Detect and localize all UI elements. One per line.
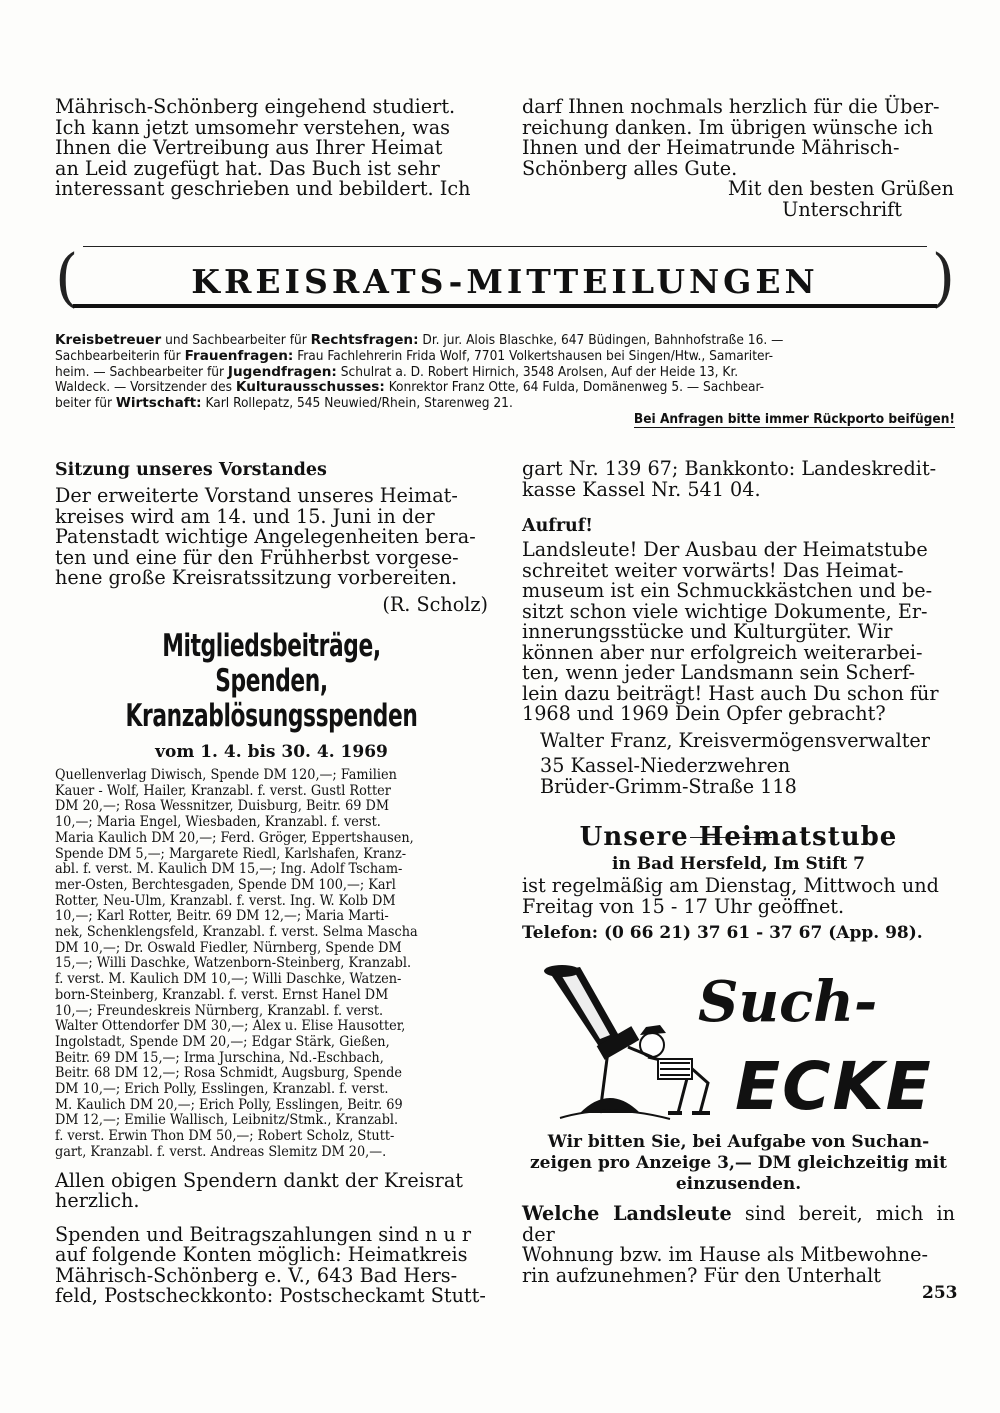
signer-block [522, 728, 955, 798]
label: Frauenfragen: [184, 347, 294, 364]
text: Schulrat a. D. Robert Hirnich, 3548 Arolsen, Auf der Heide 13, Kr. [336, 363, 739, 380]
text-line: einzusenden. [675, 1174, 802, 1194]
telefon-value: (0 66 21) 37 61 - 37 67 (App. 98). [598, 923, 923, 943]
letter-closing: Mit den besten Grüßen [727, 177, 954, 200]
left-column [55, 460, 488, 1307]
text-line: Ihnen und der Heimatrunde Mährisch- [522, 136, 900, 159]
aufruf-body [522, 540, 955, 725]
text-line: feld, Postscheckkonto: Postscheckamt Stutt- [55, 1284, 486, 1308]
text: Konrektor Franz Otte, 64 Fulda, Domänenweg 5. — Sachbear- [384, 379, 765, 396]
text-line: DM 10,—; Erich Polly, Esslingen, Kranzabl. f. verst. [55, 1081, 389, 1098]
konten-paragraph [55, 1222, 488, 1308]
text-line: Ihnen die Vertreibung aus Ihrer Heimat [55, 136, 443, 159]
sitzung-body [55, 486, 488, 615]
text-line: rin aufzunehmen? Für den Unterhalt [522, 1263, 881, 1287]
text-line: Mährisch-Schönberg e. V., 643 Bad Hers- [55, 1263, 458, 1287]
sitzung-author: (R. Scholz) [382, 592, 488, 616]
text-line: nek, Schenklengsfeld, Kranzabl. f. verst. Selma Mascha [55, 924, 418, 941]
text-line: abl. f. verst. M. Kaulich DM 15,—; Ing. Adolf Tscham- [55, 861, 403, 878]
text-line: Wir bitten Sie, bei Aufgabe von Suchan- [547, 1132, 930, 1152]
rueckporto-note: Bei Anfragen bitte immer Rückporto beifügen! [633, 410, 955, 427]
text: heim. — Sachbearbeiter für [55, 363, 228, 380]
banner-bottom-rule [73, 304, 937, 308]
text: Sachbearbeiterin für [55, 347, 185, 364]
text-line: Freitag von 15 - 17 Uhr geöffnet. [522, 894, 845, 918]
such-request [522, 1204, 955, 1286]
page-number: 253 [922, 1283, 958, 1303]
text-line: Mährisch-Schönberg eingehend studiert. [55, 95, 456, 118]
heimatstube-subtitle: in Bad Hersfeld, Im Stift 7 [612, 854, 865, 874]
text-line: 15,—; Willi Daschke, Watzenborn-Steinberg, Kranzabl. [55, 955, 412, 972]
text-line: Schönberg alles Gute. [522, 156, 738, 180]
text-line: mer-Osten, Berchtesgaden, Spende DM 100,—; Karl [55, 876, 396, 893]
text-line: M. Kaulich DM 20,—; Erich Polly, Esslingen, Beitr. 69 [55, 1096, 403, 1113]
text-line: Beitr. 68 DM 12,—; Rosa Schmidt, Augsburg, Spende [55, 1065, 403, 1082]
text-line: schreitet weiter vorwärts! Das Heimat- [522, 558, 904, 582]
text: und Sachbearbeiter für [161, 332, 311, 348]
label: Kulturausschusses: [235, 379, 385, 396]
notice-line [55, 333, 955, 349]
text-line: Allen obigen Spendern dankt der Kreisrat [55, 1168, 464, 1192]
such-ecke-illustration [540, 963, 945, 1125]
text-line: ten, wenn jeder Landsmann sein Scherf- [522, 661, 916, 684]
text-line: Kauer - Wolf, Hailer, Kranzabl. f. verst. Gustl Rotter [55, 782, 391, 799]
text-line: 10,—; Karl Rotter, Beitr. 69 DM 12,—; Maria Marti- [55, 908, 389, 925]
text-line: an Leid zugefügt hat. Das Buch ist sehr [55, 156, 440, 180]
label: Jugendfragen: [227, 363, 337, 380]
konten-continuation [522, 459, 955, 500]
heimatstube-telefon [522, 923, 955, 943]
request-rest: sind bereit, mich in der [522, 1202, 955, 1246]
kreisrats-contacts [55, 333, 955, 428]
text-line [522, 1204, 955, 1245]
text-line: 1968 und 1969 Dein Opfer gebracht? [522, 702, 886, 725]
text-line: DM 12,—; Emilie Wallisch, Leibnitz/Stmk., Kranzabl. [55, 1112, 399, 1129]
label: Rechtsfragen: [310, 332, 419, 348]
text: Karl Rollepatz, 545 Neuwied/Rhein, Starenweg 21. [201, 395, 513, 412]
text-line: Brüder-Grimm-Straße 118 [540, 774, 797, 798]
text-line: Patenstadt wichtige Angelegenheiten bera- [55, 525, 476, 548]
heimatstube-body [522, 876, 955, 917]
text-line: Beitr. 69 DM 15,—; Irma Jurschina, Nd.-Eschbach, [55, 1049, 384, 1066]
telescope-figure-icon [540, 963, 945, 1125]
text-line: kasse Kassel Nr. 541 04. [522, 477, 761, 501]
text-line: auf folgende Konten möglich: Heimatkreis [55, 1243, 468, 1267]
notice-line [55, 365, 955, 381]
text-line: DM 10,—; Dr. Oswald Fiedler, Nürnberg, Spende DM [55, 939, 402, 956]
beitraege-heading-block [55, 629, 488, 734]
text-line: ten und eine für den Frühherbst vorgese- [55, 545, 459, 569]
text-line: können aber nur erfolgreich weiterarbei- [522, 640, 923, 664]
text-line: kreises wird am 14. und 15. Juni in der [55, 504, 435, 528]
text: Waldeck. — Vorsitzender des [55, 379, 236, 396]
notice-final [55, 412, 955, 428]
text-line: museum ist ein Schmuckkästchen und be- [522, 579, 933, 602]
such-ecke-text [522, 1132, 955, 1286]
text-line: gart Nr. 139 67; Bankkonto: Landeskredit- [522, 457, 937, 480]
sitzung-heading: Sitzung unseres Vorstandes [55, 460, 327, 480]
beitraege-date: vom 1. 4. bis 30. 4. 1969 [155, 742, 388, 762]
text-line: sitzt schon viele wichtige Dokumente, Er- [522, 599, 928, 623]
telefon-label: Telefon: [522, 923, 599, 943]
text-line: darf Ihnen nochmals herzlich für die Über- [522, 95, 940, 118]
text-line: Wohnung bzw. im Hause als Mitbewohne- [522, 1243, 928, 1266]
text-line: hene große Kreisratssitzung vorbereiten. [55, 566, 458, 589]
beitraege-heading-line1: Mitgliedsbeiträge, Spenden, [162, 628, 381, 699]
beitraege-heading-line2: Kranzablösungsspenden [125, 698, 418, 734]
request-bold: Welche Landsleute [522, 1202, 732, 1225]
text-line: reichung danken. Im übrigen wünsche ich [522, 115, 934, 139]
top-left-paragraph [55, 97, 487, 200]
text-line: Maria Kaulich DM 20,—; Ferd. Gröger, Eppertshausen, [55, 829, 414, 846]
banner-top-rule [83, 246, 927, 247]
letter-signature: Unterschrift [782, 197, 902, 221]
kreisrats-banner [55, 241, 955, 316]
text-line: innerungsstücke und Kulturgüter. Wir [522, 620, 893, 643]
text-line: f. verst. Erwin Thon DM 50,—; Robert Scholz, Stutt- [55, 1128, 395, 1145]
beitraege-list [55, 768, 488, 1161]
notice-line [55, 349, 955, 365]
text-line: zeigen pro Anzeige 3,— DM gleichzeitig mit [530, 1153, 947, 1173]
banner-paren-left: ( [55, 241, 79, 315]
notice-line [55, 396, 955, 412]
text-line: Walter Franz, Kreisvermögensverwalter [540, 728, 930, 752]
text-line: gart, Kranzabl. f. verst. Andreas Slemitz DM 20,—. [55, 1143, 387, 1160]
text-line: Ich kann jetzt umsomehr verstehen, was [55, 115, 450, 139]
right-column [522, 459, 955, 797]
heimatstube-title: Unsere Heimatstube [579, 822, 898, 852]
text-line: Der erweiterte Vorstand unseres Heimat- [55, 484, 458, 507]
text-line: Ingolstadt, Spende DM 20,—; Edgar Stärk, Gießen, [55, 1033, 390, 1050]
text-line: herzlich. [55, 1189, 140, 1213]
text-line: 10,—; Maria Engel, Wiesbaden, Kranzabl. f. verst. [55, 814, 381, 831]
top-right-paragraph [522, 97, 954, 220]
text: Frau Fachlehrerin Frida Wolf, 7701 Volkertshausen bei Singen/Htw., Samariter- [293, 347, 774, 364]
text: Dr. jur. Alois Blaschke, 647 Büdingen, Bahnhofstraße 16. — [418, 332, 784, 348]
notice-line [55, 380, 955, 396]
label: Kreisbetreuer [55, 332, 162, 348]
text-line: Quellenverlag Diwisch, Spende DM 120,—; Familien [55, 767, 397, 783]
label: Wirtschaft: [115, 395, 202, 412]
text-line: f. verst. M. Kaulich DM 10,—; Willi Daschke, Watzen- [55, 971, 402, 988]
dank-paragraph [55, 1168, 488, 1213]
ecke-word: ECKE [735, 1048, 933, 1125]
text-line: ist regelmäßig am Dienstag, Mittwoch und [522, 874, 939, 897]
text-line: 10,—; Freundeskreis Nürnberg, Kranzabl. f. verst. [55, 1002, 384, 1019]
text-line: Landsleute! Der Ausbau der Heimatstube [522, 538, 928, 561]
heimatstube-block [522, 822, 955, 943]
aufruf-heading: Aufruf! [522, 516, 593, 536]
text-line: Rotter, Neu-Ulm, Kranzabl. f. verst. Ing. W. Kolb DM [55, 892, 396, 909]
banner-paren-right: ) [931, 241, 955, 315]
text-line: born-Steinberg, Kranzabl. f. verst. Ernst Hanel DM [55, 986, 389, 1003]
text-line: Spenden und Beitragszahlungen sind n u r [55, 1222, 472, 1246]
text: beiter für [55, 395, 116, 412]
text-line: Walter Ottendorfer DM 30,—; Alex u. Elise Hausotter, [55, 1018, 406, 1035]
banner-title: KREISRATS-MITTEILUNGEN [191, 262, 819, 301]
text-line: lein dazu beiträgt! Hast auch Du schon für [522, 681, 939, 705]
such-notice [522, 1132, 955, 1195]
text-line: DM 20,—; Rosa Wessnitzer, Duisburg, Beitr. 69 DM [55, 798, 390, 815]
text-line: 35 Kassel-Niederzwehren [540, 754, 791, 777]
such-word: Such- [698, 969, 878, 1035]
text-line: Spende DM 5,—; Margarete Riedl, Karlshafen, Kranz- [55, 845, 407, 862]
text-line: interessant geschrieben und bebildert. Ich [55, 177, 471, 200]
